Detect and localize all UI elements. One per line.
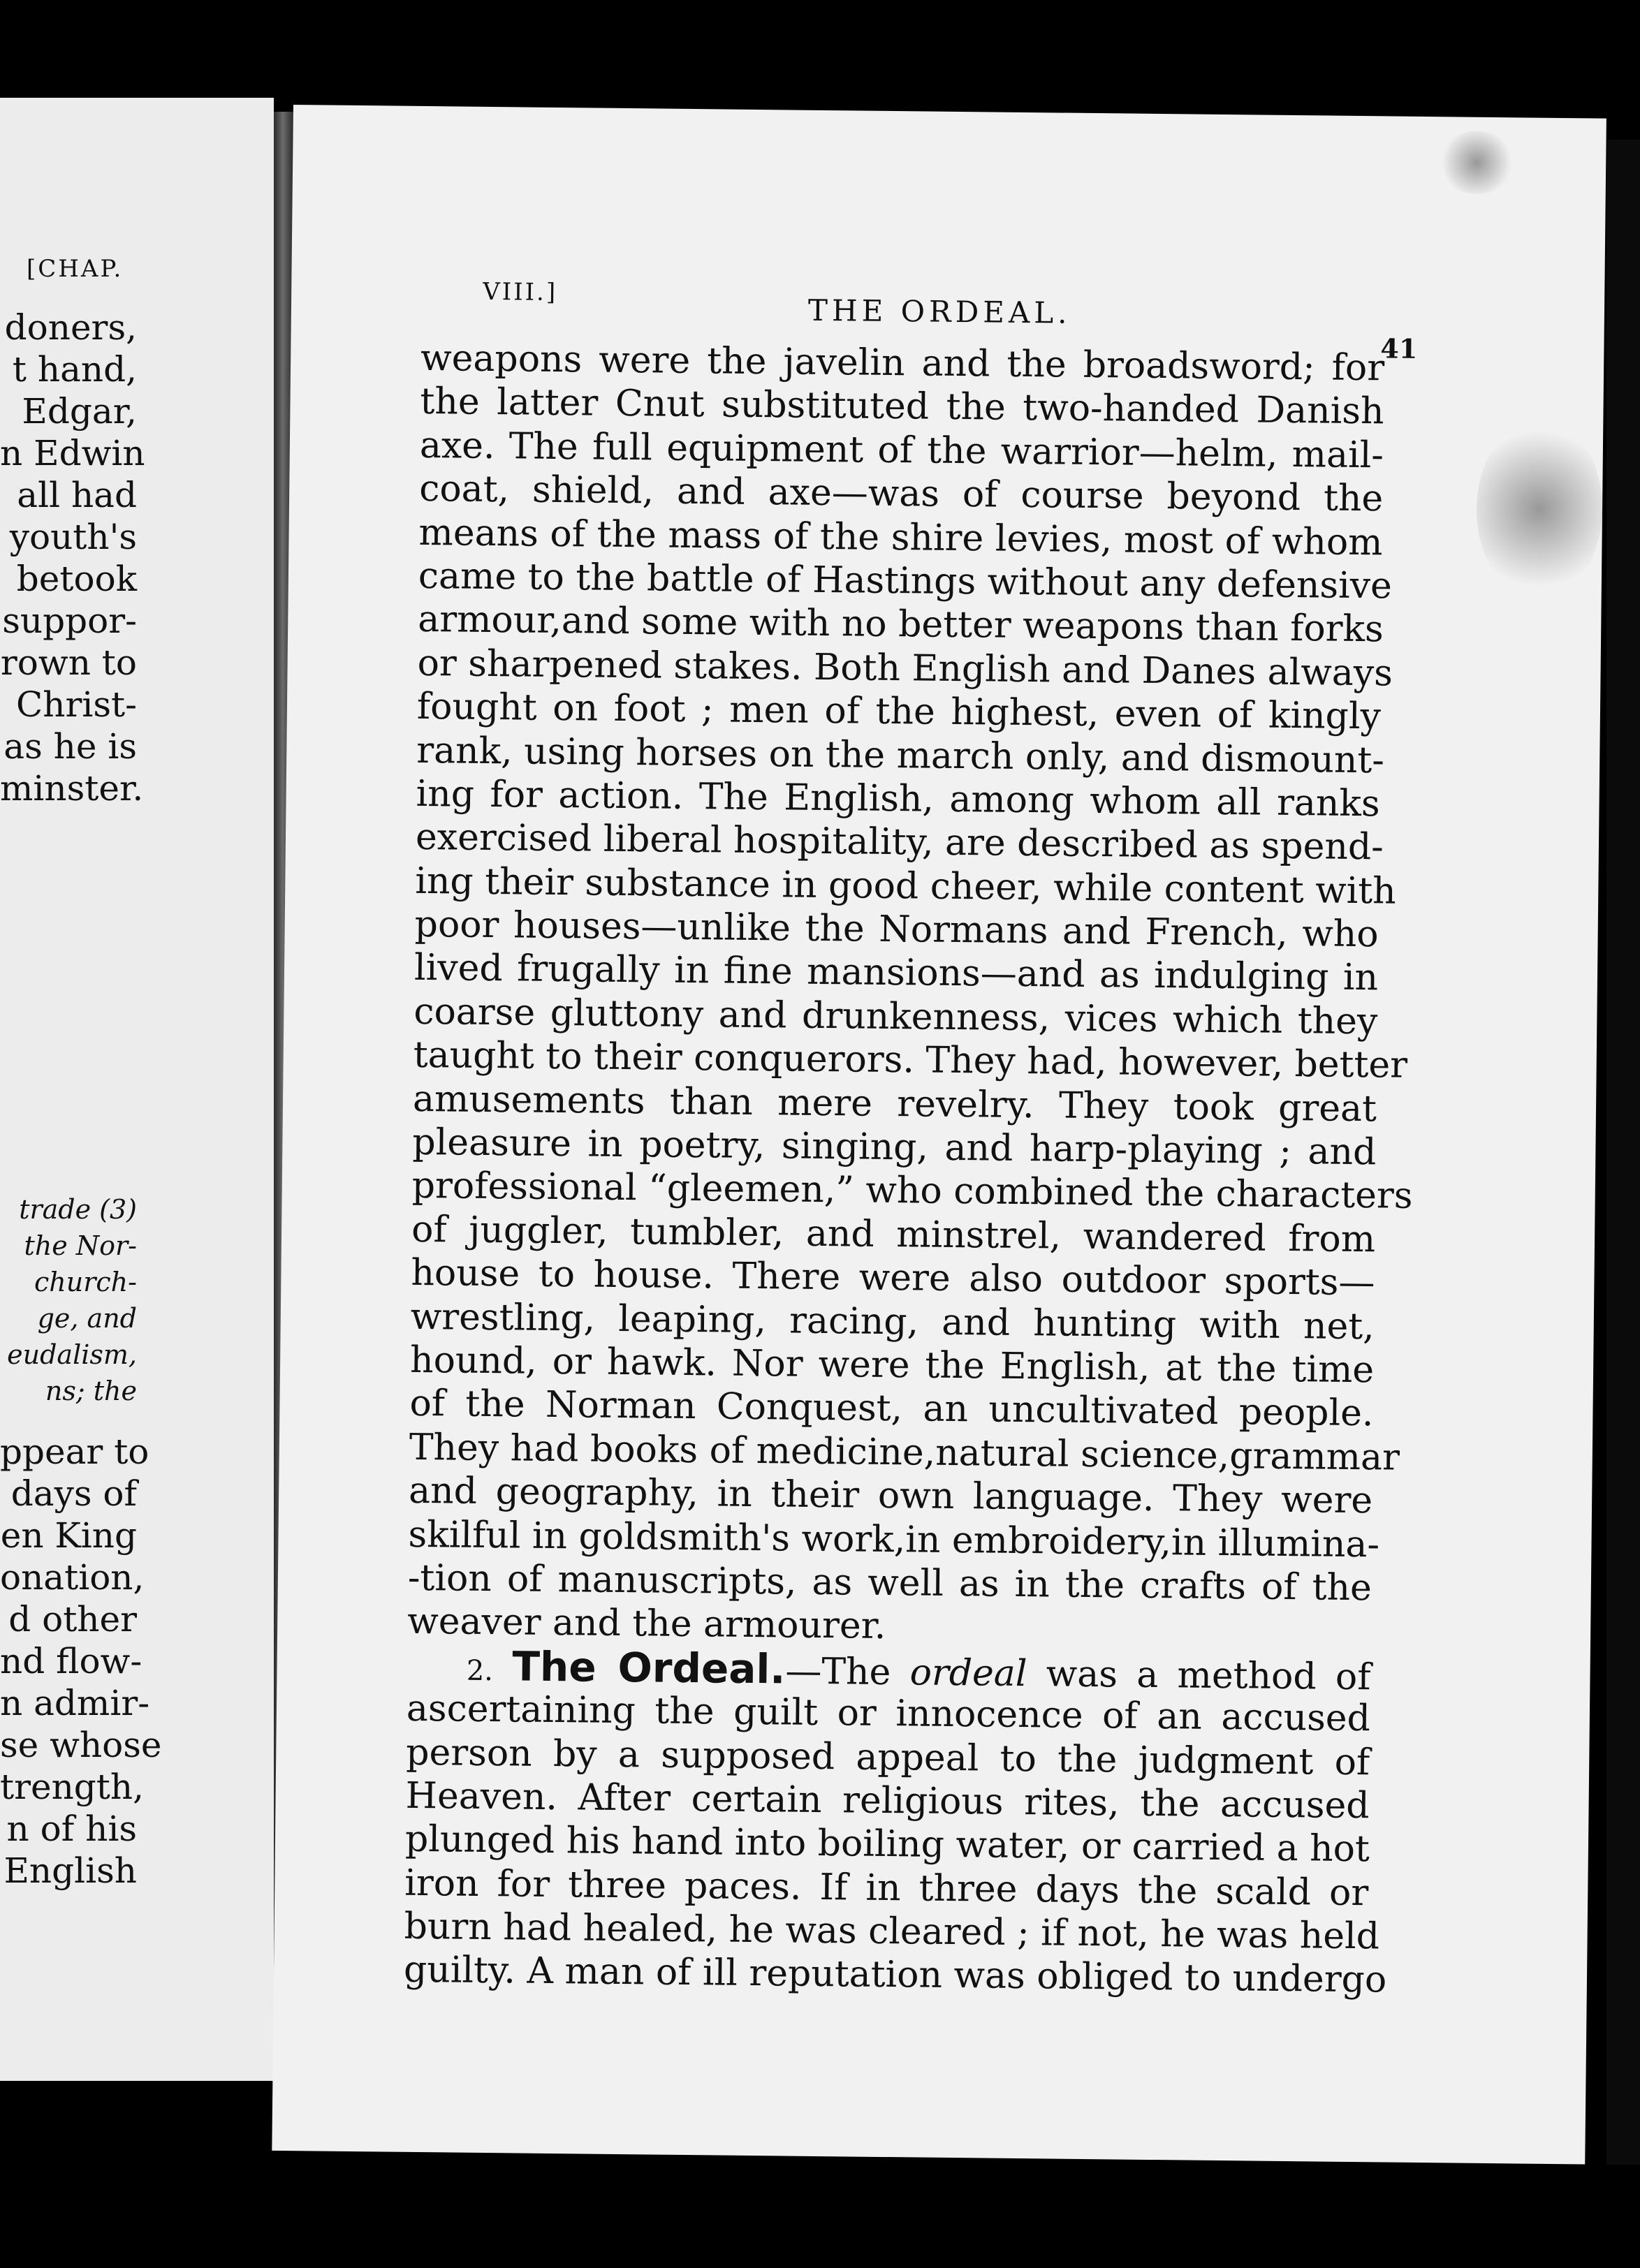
left-note-line: ns; the bbox=[45, 1376, 137, 1406]
left-text-line: se whose bbox=[0, 1725, 162, 1765]
section-number: 2. bbox=[466, 1654, 494, 1687]
text-line: axe. The full equipment of the warrior—helm, mail- bbox=[419, 424, 1384, 477]
text-line: ing for action. The English, among whom all ranks bbox=[416, 772, 1380, 825]
section-heading: The Ordeal. bbox=[512, 1642, 786, 1693]
text-line: rank, using horses on the march only, and dismount- bbox=[416, 729, 1385, 781]
left-text-line: as he is bbox=[3, 726, 137, 767]
text-line: exercised liberal hospitality, are described as spend- bbox=[415, 816, 1384, 869]
running-head-title: THE ORDEAL. bbox=[807, 293, 1071, 330]
left-text-line: d other bbox=[8, 1599, 137, 1640]
left-text-line: doners, bbox=[4, 307, 137, 348]
text-line: coat, shield, and axe—was of course beyond the bbox=[418, 468, 1384, 520]
text-line: and geography, in their own language. They were bbox=[408, 1469, 1373, 1522]
left-text-line: betook bbox=[16, 559, 137, 599]
text-line: ascertaining the guilt or innocence of an accused bbox=[406, 1687, 1371, 1740]
text-line: professional “gleemen,” who combined the characters bbox=[411, 1165, 1413, 1218]
left-text-line: n of his bbox=[6, 1809, 137, 1849]
left-text-line: English bbox=[3, 1850, 137, 1891]
text-line: fought on foot ; men of the highest, even of kingly bbox=[416, 686, 1382, 738]
text-line: wrestling, leaping, racing, and hunting with net, bbox=[410, 1295, 1375, 1348]
left-text-line: en King bbox=[0, 1515, 137, 1556]
left-note-line: church- bbox=[34, 1267, 137, 1297]
left-note-line: eudalism, bbox=[7, 1339, 137, 1370]
left-text-line: onation, bbox=[0, 1557, 145, 1598]
text-line: lived frugally in fine mansions—and as indulging in bbox=[413, 947, 1379, 999]
stain bbox=[1438, 131, 1516, 194]
paragraph bbox=[403, 1687, 1387, 2002]
left-page bbox=[0, 98, 274, 2081]
text-line: burn had healed, he was cleared ; if not, he was held bbox=[404, 1905, 1380, 1958]
text-line: iron for three paces. If in three days the scald or bbox=[404, 1862, 1369, 1914]
left-text-line: suppor- bbox=[2, 601, 137, 641]
text-line: weaver and the armourer. bbox=[407, 1600, 886, 1648]
left-text-line: n Edwin bbox=[0, 433, 145, 473]
text-line: house to house. There were also outdoor sports— bbox=[411, 1252, 1375, 1304]
text-line: came to the battle of Hastings without any defensive bbox=[418, 554, 1393, 608]
left-text-line: nd flow- bbox=[0, 1641, 142, 1681]
text-line: skilful in goldsmith's work,in embroidery,in illumina- bbox=[408, 1513, 1380, 1566]
left-text-line: trength, bbox=[0, 1767, 144, 1807]
text-line: Heaven. After certain religious rites, the accused bbox=[405, 1774, 1370, 1827]
section-line-rest: was a method of bbox=[1027, 1652, 1371, 1698]
text-line: the latter Cnut substituted the two-handed Danish bbox=[420, 381, 1384, 433]
left-text-line: Christ- bbox=[16, 684, 137, 725]
left-text-line: ppear to bbox=[0, 1431, 149, 1472]
text-line: weapons were the javelin and the broadsword; for bbox=[420, 337, 1385, 390]
left-text-line: n admir- bbox=[0, 1683, 150, 1723]
text-line: poor houses—unlike the Normans and French, who bbox=[414, 903, 1379, 956]
page-number: 41 bbox=[1380, 332, 1418, 364]
text-line: -tion of manuscripts, as well as in the crafts of the bbox=[407, 1556, 1372, 1610]
page-edge bbox=[1606, 140, 1640, 2165]
text-line: coarse gluttony and drunkenness, vices which they bbox=[413, 990, 1378, 1043]
text-line: ing their substance in good cheer, while content with bbox=[415, 860, 1397, 913]
text-line: They had books of medicine,natural science,grammar bbox=[409, 1426, 1400, 1479]
text-line: means of the mass of the shire levies, most of whom bbox=[418, 511, 1383, 564]
left-text-line: all had bbox=[17, 475, 137, 515]
left-text-line: days of bbox=[10, 1473, 137, 1514]
text-line: amusements than mere revelry. They took great bbox=[412, 1077, 1377, 1130]
text-line: or sharpened stakes. Both English and Danes always bbox=[417, 642, 1393, 695]
text-line: plunged his hand into boiling water, or carried a hot bbox=[404, 1818, 1370, 1871]
text-line: armour,and some with no better weapons than forks bbox=[417, 598, 1384, 651]
left-note-line: ge, and bbox=[37, 1303, 137, 1334]
left-note-line: trade (3) bbox=[19, 1194, 137, 1225]
text-line: of juggler, tumbler, and minstrel, wandered from bbox=[411, 1208, 1376, 1261]
stain bbox=[1476, 418, 1604, 601]
left-running-head: [CHAP. bbox=[27, 255, 124, 283]
text-line: hound, or hawk. Nor were the English, at the time bbox=[409, 1339, 1375, 1392]
text-line: of the Norman Conquest, an uncultivated people. bbox=[409, 1383, 1374, 1435]
section-dash-text: —The bbox=[785, 1650, 910, 1694]
left-text-line: youth's bbox=[9, 517, 137, 557]
text-line: pleasure in poetry, singing, and harp-playing ; and bbox=[412, 1121, 1377, 1174]
text-line: guilty. A man of ill reputation was obliged to undergo bbox=[403, 1949, 1387, 2001]
left-text-line: minster. bbox=[0, 768, 144, 809]
text-line: taught to their conquerors. They had, however, better bbox=[413, 1034, 1408, 1087]
right-page bbox=[272, 105, 1606, 2165]
running-head-chapter: VIII.] bbox=[483, 277, 558, 307]
text-line: person by a supposed appeal to the judgment of bbox=[405, 1731, 1370, 1783]
left-text-line: Edgar, bbox=[22, 391, 137, 432]
left-text-line: t hand, bbox=[12, 349, 137, 390]
left-note-line: the Nor- bbox=[24, 1230, 137, 1261]
section-term: ordeal bbox=[909, 1651, 1027, 1695]
left-text-line: rown to bbox=[0, 642, 137, 683]
